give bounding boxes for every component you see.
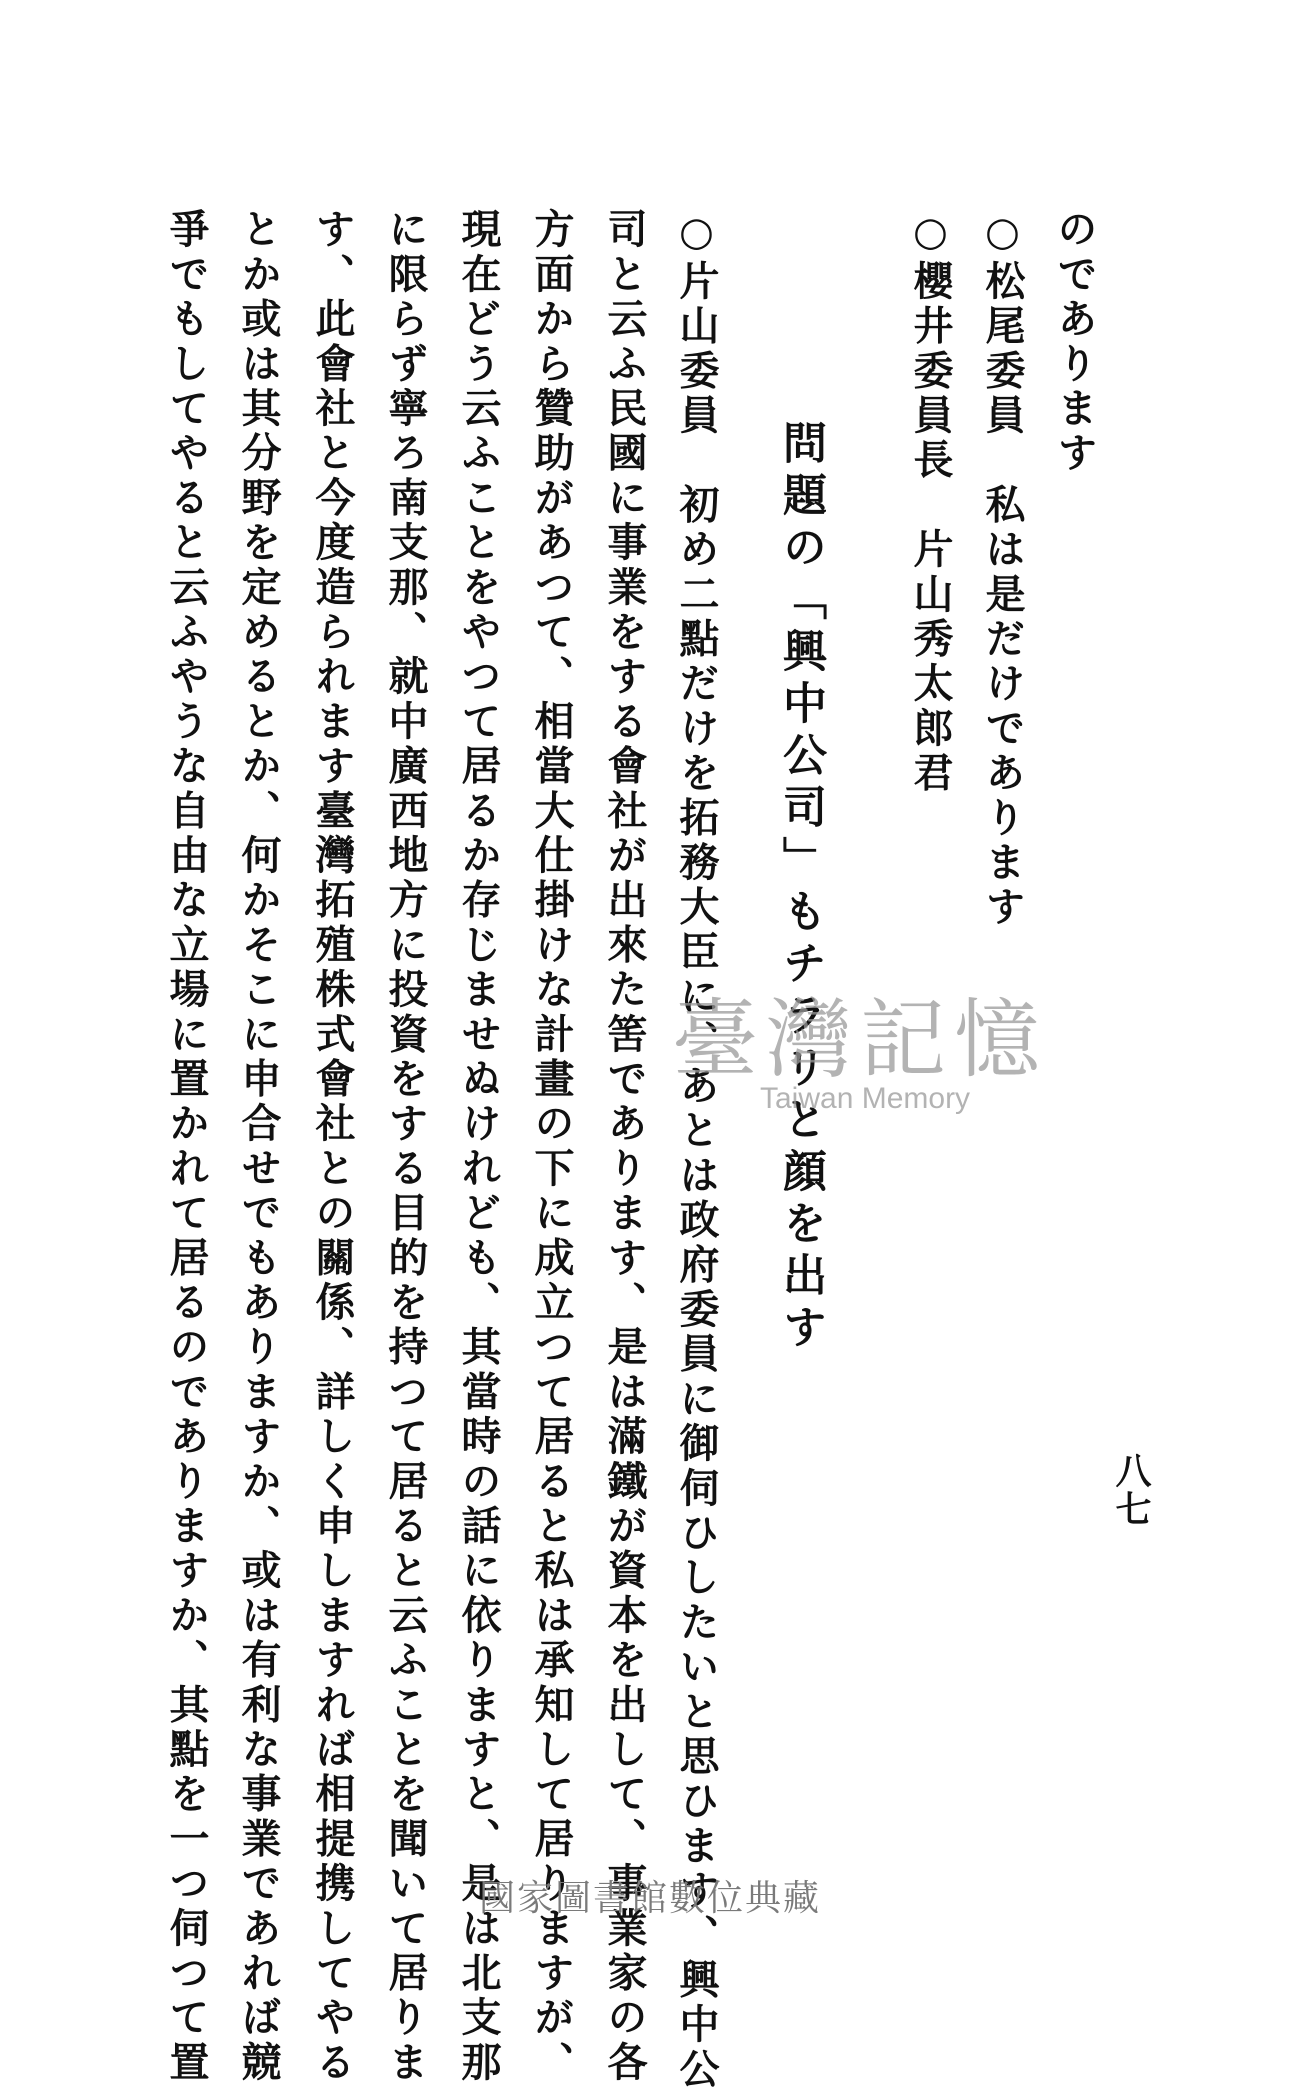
text-column-1: のであります [1051, 208, 1098, 477]
footer-credit: 國家圖書館數位典藏 [478, 1878, 821, 1919]
text-column-9: に限らず寧ろ南支那、就中廣西地方に投資をする目的を持つて居ると云ふことを聞いて居りま [382, 208, 429, 2086]
text-column-7: 方面から贊助があつて、相當大仕掛けな計畫の下に成立つて居ると私は承知して居りますが、 [528, 208, 575, 2086]
page-number: 八七 [1110, 1452, 1152, 1528]
text-column-2: ○松尾委員 私は是だけであります [979, 208, 1026, 931]
section-heading: 問題の「興中公司」もチラリと顔を出す [775, 420, 826, 1356]
watermark-chars: 臺灣記憶 [672, 990, 1048, 1090]
watermark-text: Taiwan Memory [760, 1082, 971, 1115]
text-column-12: 爭でもしてやると云ふやうな自由な立場に置かれて居るのでありますか、其點を一つ伺つて置 [163, 208, 210, 2086]
text-column-6: 司と云ふ民國に事業をする會社が出來た筈であります、是は滿鐵が資本を出して、事業家の各 [601, 208, 648, 2086]
taiwan-memory-watermark [640, 990, 1080, 1140]
text-column-3: ○櫻井委員長 片山秀太郎君 [907, 208, 954, 797]
text-column-11: とか或は其分野を定めるとか、何かそこに申合せでもありますか、或は有利な事業であれば競 [235, 208, 282, 2086]
text-column-8: 現在どう云ふことをやつて居るか存じませぬけれども、其當時の話に依りますと、是は北支那 [455, 208, 502, 2086]
text-column-5: ○片山委員 初め二點だけを拓務大臣に、あとは政府委員に御伺ひしたいと思ひます、興中公 [673, 208, 720, 2092]
text-column-10: す、此會社と今度造られます臺灣拓殖株式會社との關係、詳しく申しますれば相提携してやる [309, 208, 356, 2086]
